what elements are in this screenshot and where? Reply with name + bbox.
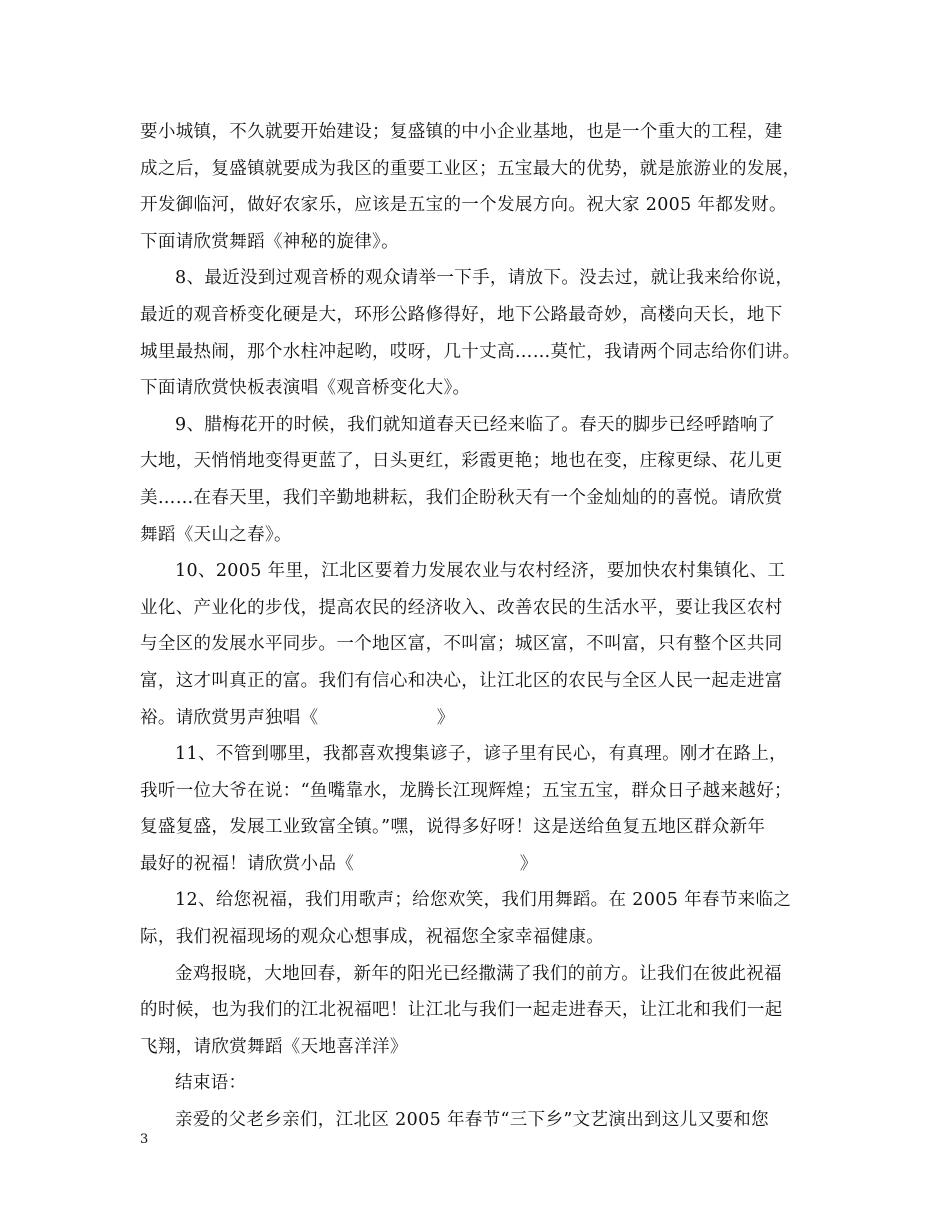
text-line: 业化、产业化的步伐，提高农民的经济收入、改善农民的生活水平，要让我区农村 [140,597,783,618]
text-line: 际，我们祝福现场的观众心想事成，祝福您全家幸福健康。 [140,927,605,948]
text-line: 9、腊梅花开的时候，我们就知道春天已经来临了。春天的脚步已经呼踏响了 [175,414,776,435]
text-line: 裕。请欣赏男声独唱《 》 [140,707,455,728]
page-number: 3 [140,1132,149,1147]
text-line: 复盛复盛，发展工业致富全镇。”嘿，说得多好呀！这是送给鱼复五地区群众新年 [140,817,766,838]
text-line: 下面请欣赏快板表演唱《观音桥变化大》。 [140,378,471,399]
text-line: 舞蹈《天山之春》。 [140,524,292,545]
text-line: 成之后，复盛镇就要成为我区的重要工业区；五宝最大的优势，就是旅游业的发展， [140,158,801,179]
text-line: 美……在春天里，我们辛勤地耕耘，我们企盼秋天有一个金灿灿的的喜悦。请欣赏 [140,487,783,508]
document-body [140,114,830,1139]
text-line: 金鸡报晓，大地回春，新年的阳光已经撒满了我们的前方。让我们在彼此祝福 [175,963,782,984]
text-line: 8、最近没到过观音桥的观众请举一下手，请放下。没去过，就让我来给你说， [175,268,794,289]
text-line: 大地，天悄悄地变得更蓝了，日头更红，彩霞更艳；地也在变，庄稼更绿、花儿更 [140,451,783,472]
text-line: 下面请欣赏舞蹈《神秘的旋律》。 [140,231,399,252]
text-line: 的时候，也为我们的江北祝福吧！让江北与我们一起走进春天，让江北和我们一起 [140,1000,783,1021]
text-line: 12、给您祝福，我们用歌声；给您欢笑，我们用舞蹈。在 2005 年春节来临之 [175,890,792,911]
text-line: 结束语： [175,1073,247,1094]
text-line: 最近的观音桥变化硬是大，环形公路修得好，地下公路最奇妙，高楼向天长，地下 [140,304,783,325]
text-line: 开发御临河，做好农家乐，应该是五宝的一个发展方向。祝大家 2005 年都发财。 [140,195,787,216]
text-line: 飞翔，请欣赏舞蹈《天地喜洋洋》 [140,1036,408,1057]
text-line: 我听一位大爷在说：“鱼嘴靠水，龙腾长江现辉煌；五宝五宝，群众日子越来越好； [140,780,792,801]
text-line: 要小城镇，不久就要开始建设；复盛镇的中小企业基地，也是一个重大的工程，建 [140,122,783,142]
text-line: 与全区的发展水平同步。一个地区富，不叫富；城区富，不叫富，只有整个区共同 [140,634,783,655]
text-line: 11、不管到哪里，我都喜欢搜集谚子，谚子里有民心，有真理。刚才在路上， [175,744,788,765]
text-line: 城里最热闹，那个水柱冲起哟，哎呀，几十丈高……莫忙，我请两个同志给你们讲。 [140,341,801,362]
text-line: 富，这才叫真正的富。我们有信心和决心，让江北区的农民与全区人民一起走进富 [140,670,783,691]
text-line: 10、2005 年里，江北区要着力发展农业与农村经济，要加快农村集镇化、工 [175,561,786,582]
text-line: 最好的祝福！请欣赏小品《 》 [140,853,538,874]
text-line: 亲爱的父老乡亲们，江北区 2005 年春节“三下乡”文艺演出到这儿又要和您 [175,1110,770,1131]
